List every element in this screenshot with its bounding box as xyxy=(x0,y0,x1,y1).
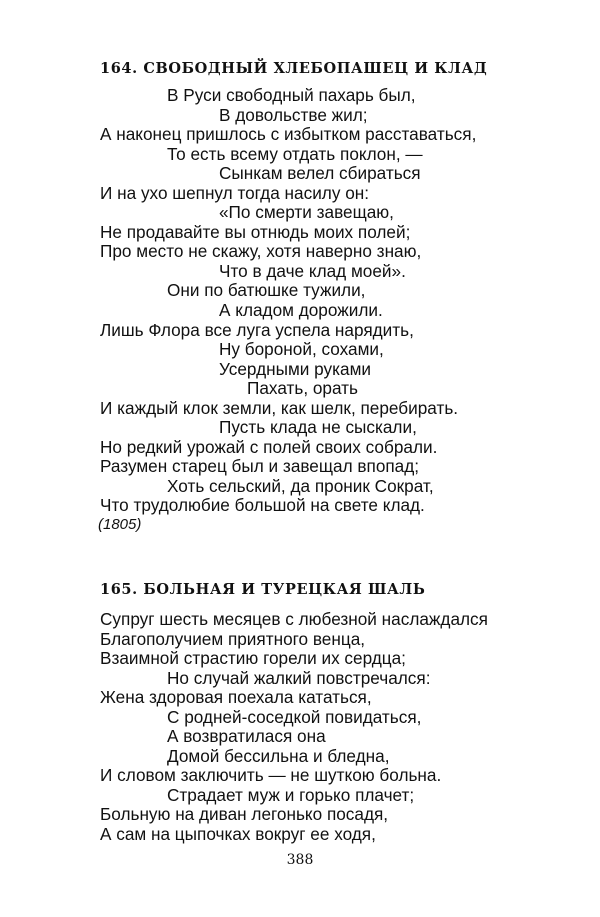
verse-line: С родней-соседкой повидаться, xyxy=(167,706,422,727)
verse-line: Домой бессильна и бледна, xyxy=(167,745,390,766)
verse-line: Но редкий урожай с полей своих собрали. xyxy=(100,436,438,457)
verse-line: Пахать, орать xyxy=(247,378,358,399)
poem-165-text xyxy=(100,610,488,845)
page-number: 388 xyxy=(286,852,314,868)
verse-line: А кладом дорожили. xyxy=(219,300,383,321)
verse-line: Они по батюшке тужили, xyxy=(167,280,366,301)
verse-line: Хоть сельский, да проник Сократ, xyxy=(167,475,434,496)
verse-line: Страдает муж и горько плачет; xyxy=(167,784,415,805)
verse-line: «По смерти завещаю, xyxy=(219,202,394,223)
verse-line: Но случай жалкий повстречался: xyxy=(167,667,431,688)
poem-164-date: (1805) xyxy=(98,516,142,533)
verse-line: Супруг шесть месяцев с любезной наслаждался xyxy=(100,609,488,629)
verse-line: То есть всему отдать поклон, — xyxy=(167,143,423,164)
verse-line: Ну бороной, сохами, xyxy=(219,339,384,360)
verse-line: А наконец пришлось с избытком расставаться, xyxy=(100,124,477,145)
poem-164-title: 164. СВОБОДНЫЙ ХЛЕБОПАШЕЦ И КЛАД xyxy=(100,60,488,77)
verse-line: Что в даче клад моей». xyxy=(219,260,406,281)
verse-line: Жена здоровая поехала кататься, xyxy=(100,687,372,708)
verse-line: Взаимной страстию горели их сердца; xyxy=(100,648,406,669)
verse-line: А сам на цыпочках вокруг ее ходя, xyxy=(100,824,376,845)
poem-165-title: 165. БОЛЬНАЯ И ТУРЕЦКАЯ ШАЛЬ xyxy=(100,581,426,598)
verse-line: Сынкам велел сбираться xyxy=(219,163,421,184)
verse-line: В довольстве жил; xyxy=(219,104,368,125)
verse-line: Не продавайте вы отнюдь моих полей; xyxy=(100,221,411,242)
verse-line: И на ухо шепнул тогда насилу он: xyxy=(100,182,370,203)
verse-line: И каждый клок земли, как шелк, перебирать. xyxy=(100,397,459,418)
verse-line: И словом заключить — не шуткою больна. xyxy=(100,765,442,786)
verse-line: Усердными руками xyxy=(219,358,371,379)
verse-line: Про место не скажу, хотя наверно знаю, xyxy=(100,241,422,262)
verse-line: Благополучием приятного венца, xyxy=(100,628,366,649)
verse-line: Лишь Флора все луга успела нарядить, xyxy=(100,319,414,340)
verse-line: Пусть клада не сыскали, xyxy=(219,417,417,438)
verse-line: В Руси свободный пахарь был, xyxy=(167,85,416,105)
verse-line: А возвратилася она xyxy=(167,726,326,747)
verse-line: Больную на диван легонько посадя, xyxy=(100,804,389,825)
verse-line: Что трудолюбие большой на свете клад. xyxy=(100,495,425,516)
verse-line: Разумен старец был и завещал впопад; xyxy=(100,456,420,477)
poem-164-text xyxy=(100,86,476,516)
